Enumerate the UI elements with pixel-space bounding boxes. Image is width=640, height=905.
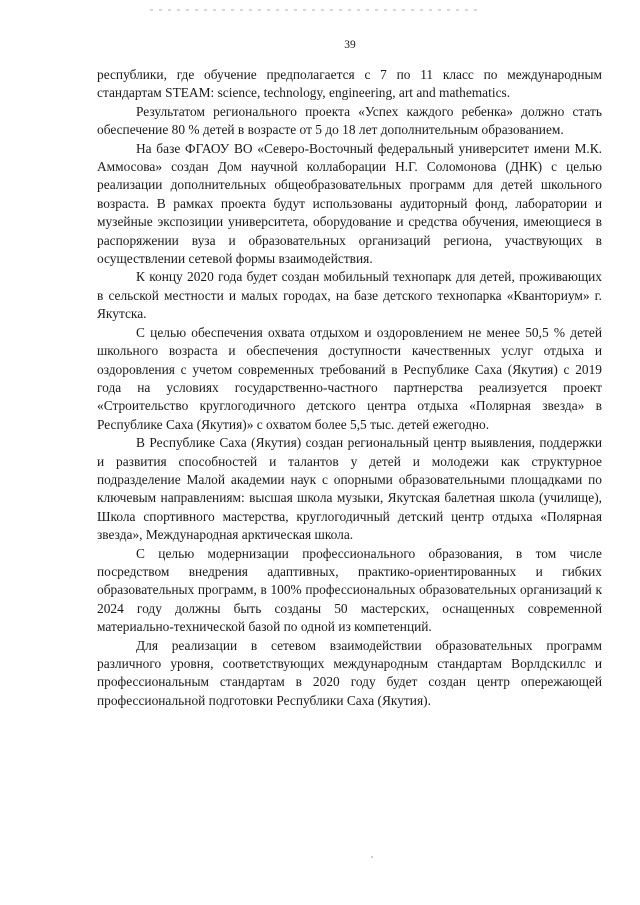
page-number: 39	[344, 39, 356, 51]
paragraph-polar-star: С целью обеспечения охвата отдыхом и оздоровлением не менее 50,5 % детей школьного возраста и обеспечения доступности качественных услуг отдыха и оздоровления с учетом современных требований в Республике Саха (Якутия) с 2019 года на условиях государственно-частного партнерства реализуется проект «Строительство круглогодичного детского центра отдыха «Полярная звезда» в Республике Саха (Якутия)» с охватом более 5,5 тыс. детей ежегодно.	[97, 324, 602, 432]
paragraph-mobile-technopark: К концу 2020 года будет создан мобильный технопарк для детей, проживающих в сельской местности и малых городах, на базе детского технопарка «Кванториум» г. Якутска.	[97, 269, 602, 322]
scan-artifact-dot	[371, 856, 373, 858]
paragraph-workshops: С целью модернизации профессионального образования, в том числе посредством внедрения адаптивных, практико-ориентированных и гибких образовательных программ, в 100% профессиональных образовательных организаций к 2024 году должны быть созданы 50 мастерских, оснащенных современной материально-технической базой по одной из компетенций.	[97, 545, 602, 635]
document-body	[97, 66, 602, 710]
paragraph-success-project: Результатом регионального проекта «Успех каждого ребенка» должно стать обеспечение 80 % детей в возрасте от 5 до 18 лет дополнительным образованием.	[97, 103, 602, 138]
paragraph-training-center: Для реализации в сетевом взаимодействии образовательных программ различного уровня, соответствующих международным стандартам Ворлдскиллс и профессиональным стандартам в 2020 году будет создан центр опережающей профессиональной подготовки Республики Саха (Якутия).	[97, 637, 602, 708]
paragraph-dnk-house: На базе ФГАОУ ВО «Северо-Восточный федеральный университет имени М.К. Аммосова» создан Дом научной коллаборации Н.Г. Соломонова (ДНК) с целью реализации дополнительных общеобразовательных программ для детей школьного возраста. В рамках проекта будут использованы аудиторный фонд, лаборатории и музейные экспозиции университета, оборудование и средства обучения, имеющиеся в распоряжении вуза и образовательных организаций региона, участвующих в осуществлении сетевой формы взаимодействия.	[97, 140, 602, 267]
paragraph-continuation: республики, где обучение предполагается с 7 по 11 класс по международным стандартам STEAM: science, technology, engineering, art and mathematics.	[97, 67, 602, 101]
scan-artifact	[150, 9, 480, 11]
paragraph-talent-center: В Республике Саха (Якутия) создан региональный центр выявления, поддержки и развития способностей и талантов у детей и молодежи как структурное подразделение Малой академии наук с опорными образовательными площадками по ключевым направлениям: высшая школа музыки, Якутская балетная школа (училище), Школа спортивного мастерства, круглогодичный детский центр отдыха «Полярная звезда», Международная арктическая школа.	[97, 435, 602, 543]
